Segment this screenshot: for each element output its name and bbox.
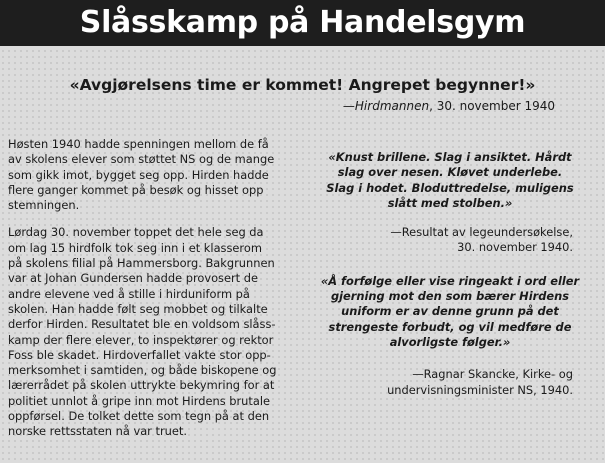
body-paragraph-2: Lørdag 30. november toppet det hele seg da om lag 15 hirdfolk tok seg inn i et klasserom på skolens filial på Hammersborg. Bakgrunnen var at Johan Gundersen hadde provosert de andre elevene ved å stille i hirduniform på skolen. Han hadde følt seg mobbet og tilkalte derfor Hirden. Resultatet ble en voldsom slåss- kamp der flere elever, to inspektører og rektor Foss ble skadet. Hirdoverfallet vakte stor opp- merksomhet i samtiden, og både biskopene og lærerrådet på skolen uttrykte bekymring for at politiet unnlot å gripe inn mot Hirdens brutale oppførsel. De tolket dette som tegn på at den norske rettsstaten nå var truet. bbox=[8, 225, 277, 439]
attribution-date: , 30. november 1940 bbox=[429, 99, 555, 113]
side-quote-1-attribution: —Resultat av legeundersøkelse, 30. november 1940. bbox=[390, 225, 573, 255]
attribution-dash: — bbox=[342, 99, 355, 113]
attribution-source: Hirdmannen bbox=[354, 99, 430, 113]
side-quote-2-attribution: —Ragnar Skancke, Kirke- og undervisningsminister NS, 1940. bbox=[387, 367, 573, 397]
body-text bbox=[8, 137, 292, 452]
body-paragraph-1: Høsten 1940 hadde spenningen mellom de få av skolens elever som støttet NS og de mange som gikk imot, bygget seg opp. Hirden hadde flere ganger kommet på besøk og hisset opp stemningen. bbox=[8, 137, 275, 213]
side-quotes bbox=[305, 150, 595, 398]
page-title: Slåsskamp på Handelsgym bbox=[0, 0, 605, 46]
side-quote-1: «Knust brillene. Slag i ansiktet. Hårdt slag over nesen. Kløvet underlebe. Slag i hodet. Bloduttredelse, muligens slått med stolben.» bbox=[326, 150, 574, 210]
main-quote-attribution bbox=[343, 98, 555, 114]
side-quote-2: «Å forfølge eller vise ringeakt i ord eller gjerning mot den som bærer Hirdens uniform er av denne grunn på det strengeste forbudt, og vil medføre de alvorligste følger.» bbox=[320, 273, 580, 349]
main-quote: «Avgjørelsens time er kommet! Angrepet begynner!» bbox=[69, 76, 536, 94]
